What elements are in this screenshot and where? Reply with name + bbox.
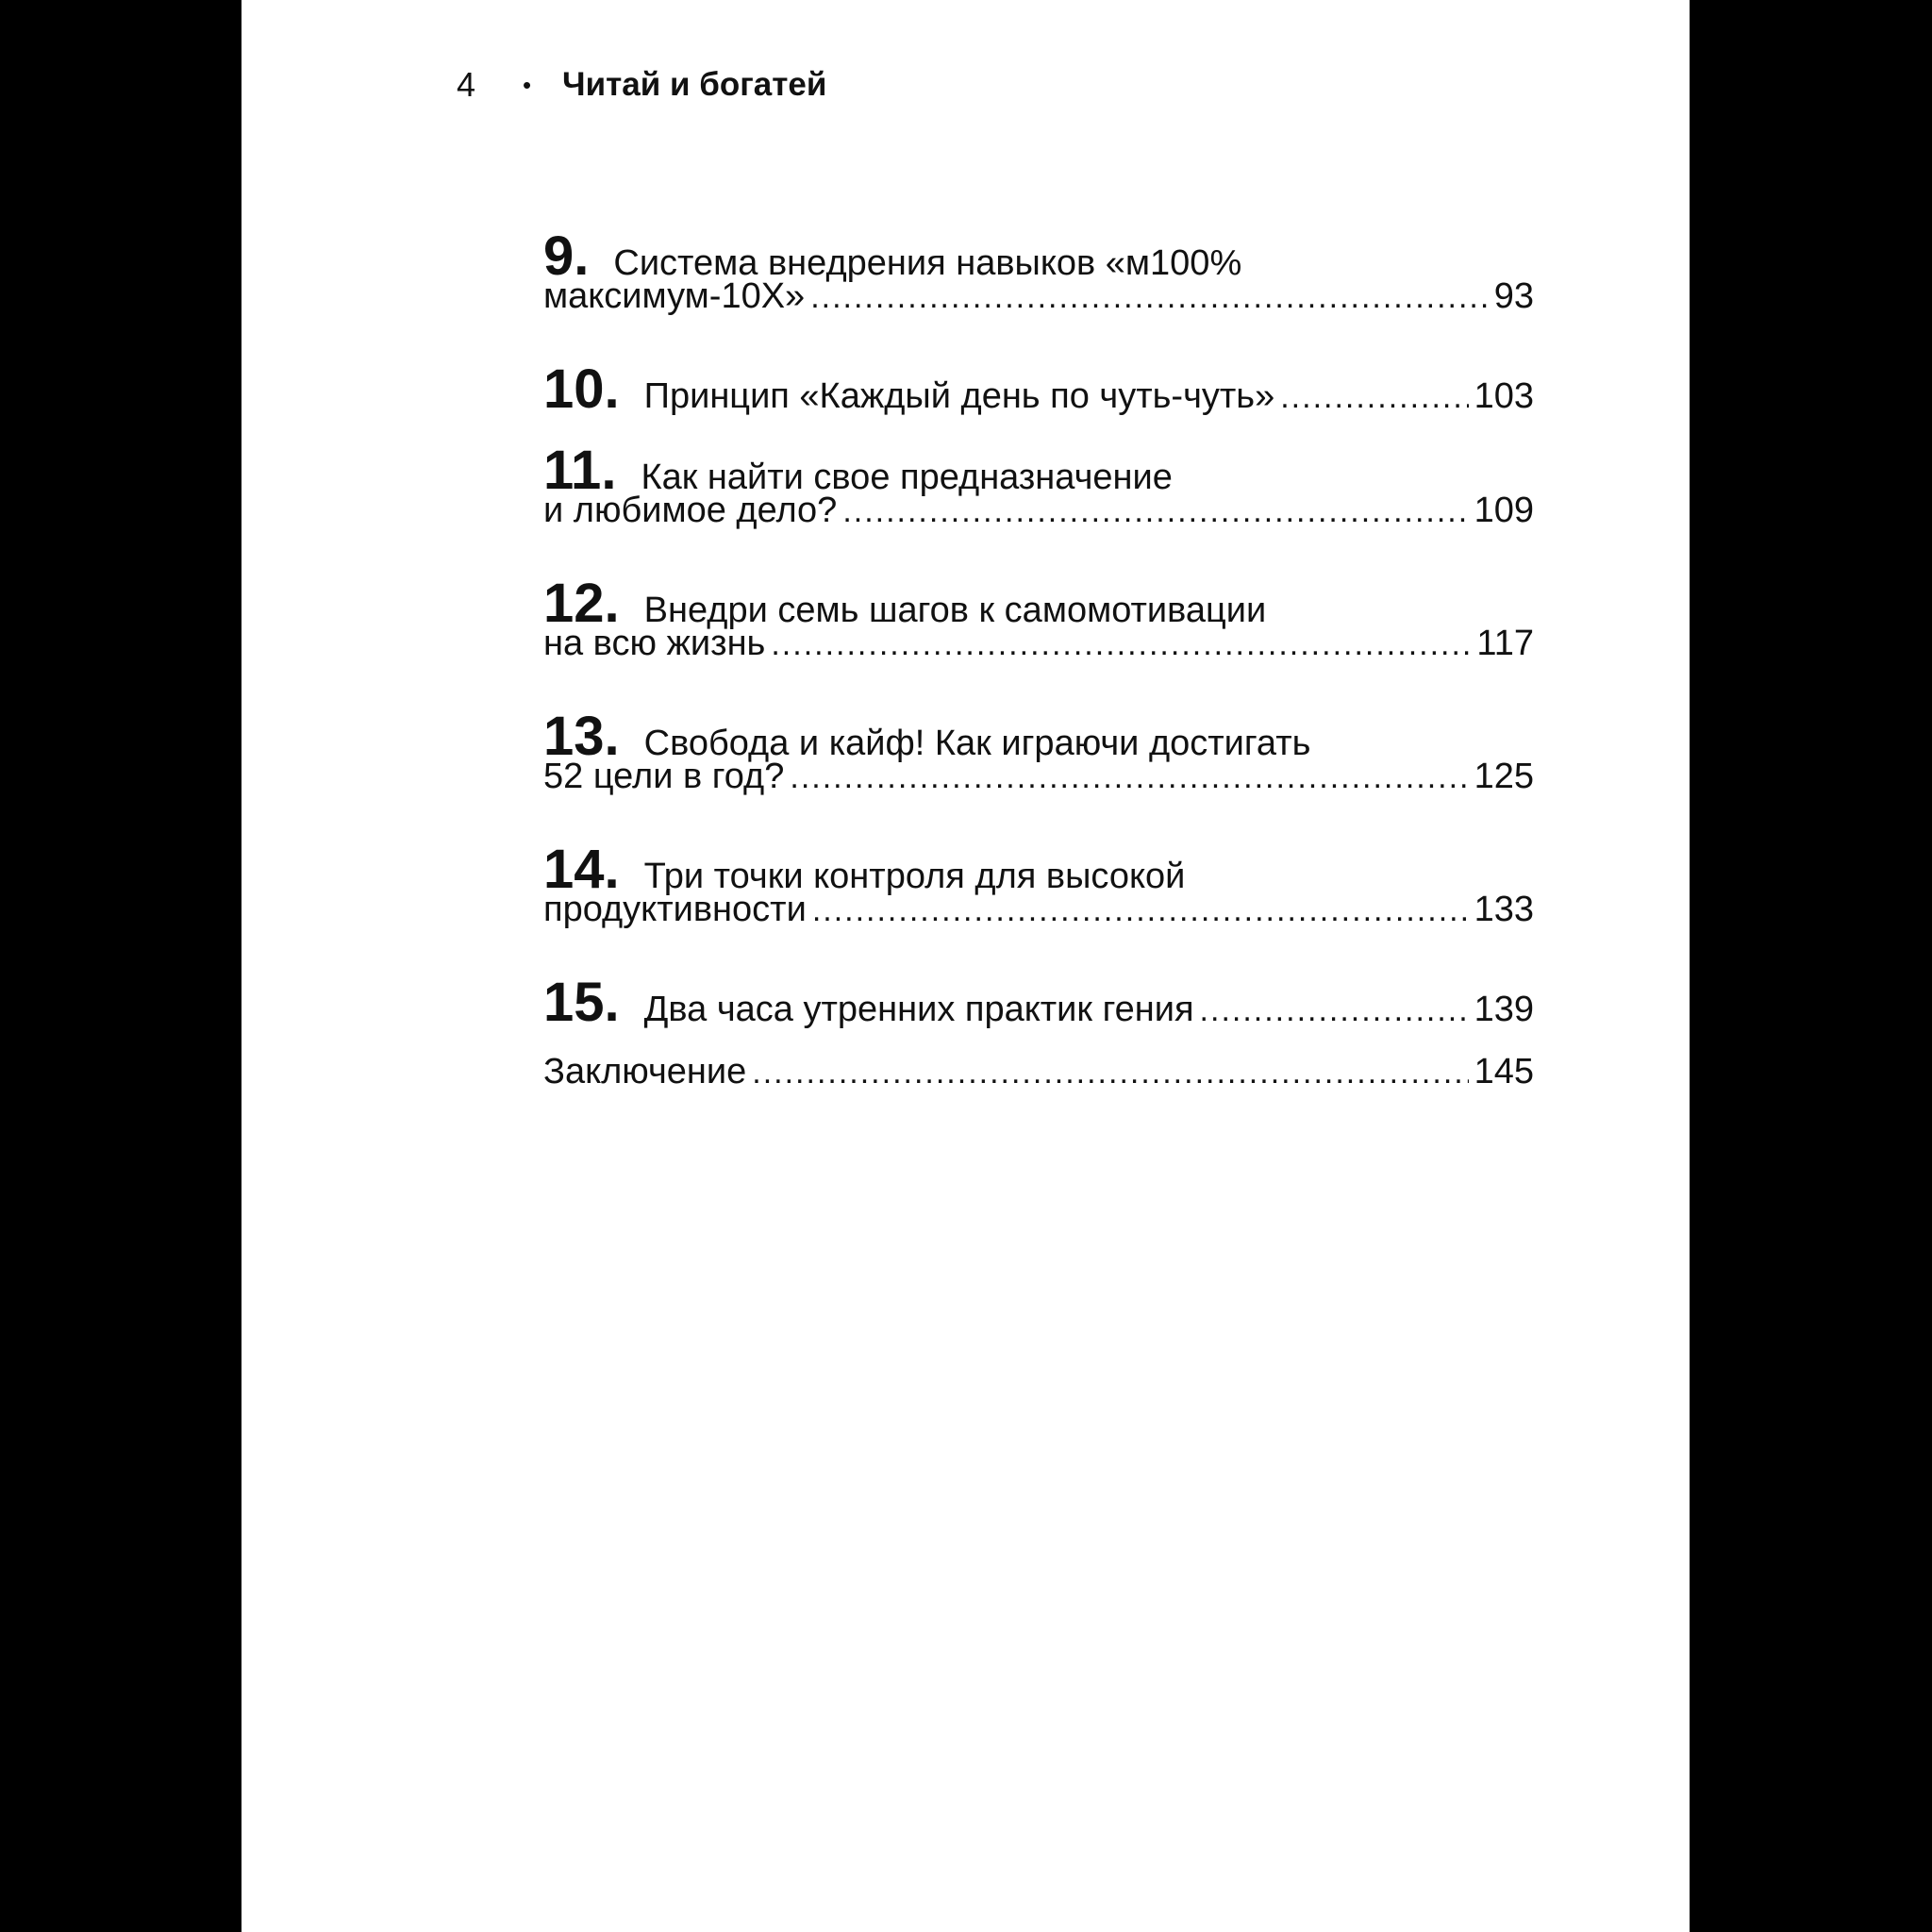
dot-leader (810, 279, 1489, 316)
dot-leader (1280, 379, 1468, 416)
toc-entry-conclusion[interactable] (543, 1052, 1534, 1104)
chapter-page: 133 (1474, 890, 1534, 929)
chapter-title: Три точки контроля для высокой (643, 857, 1186, 896)
chapter-title: Система внедрения навыков «м100% (613, 243, 1242, 283)
toc-entry-line (543, 624, 1534, 675)
toc-entry-line (543, 705, 1534, 767)
bullet-icon: • (523, 71, 532, 99)
toc-entry-9[interactable] (543, 225, 1534, 328)
conclusion-page: 145 (1474, 1052, 1534, 1091)
toc-entry-13[interactable] (543, 705, 1534, 808)
chapter-page: 109 (1474, 491, 1534, 530)
toc-entry-line (543, 971, 1534, 1033)
chapter-title-continued: продуктивности (543, 890, 807, 929)
chapter-number: 15. (543, 972, 620, 1033)
toc-entry-line (543, 276, 1534, 328)
chapter-number: 11. (543, 440, 617, 501)
dot-leader (812, 892, 1469, 929)
dot-leader (1200, 992, 1469, 1029)
chapter-title: Свобода и кайф! Как играючи достигать (643, 724, 1311, 763)
toc-entry-line (543, 491, 1534, 542)
toc-entry-line (543, 890, 1534, 941)
toc-entry-11[interactable] (543, 439, 1534, 542)
toc-entry-14[interactable] (543, 838, 1534, 941)
chapter-title-continued: на всю жизнь (543, 624, 766, 663)
toc-entry-line (543, 838, 1534, 900)
chapter-number: 9. (543, 225, 590, 287)
chapter-number: 14. (543, 839, 620, 900)
toc-entry-line (543, 757, 1534, 808)
chapter-title: Как найти свое предназначение (641, 458, 1173, 497)
chapter-title-continued: максимум-10Х» (543, 276, 806, 316)
book-title: Читай и богатей (562, 66, 827, 103)
chapter-title: Принцип «Каждый день по чуть-чуть» (643, 376, 1275, 416)
chapter-page: 125 (1474, 757, 1534, 796)
running-head (457, 62, 826, 108)
chapter-title-continued: и любимое дело? (543, 491, 838, 530)
conclusion-title: Заключение (543, 1052, 747, 1091)
dot-leader (790, 759, 1468, 796)
dot-leader (771, 626, 1471, 663)
chapter-page: 139 (1474, 990, 1534, 1029)
dot-leader (752, 1055, 1468, 1091)
chapter-title: Внедри семь шагов к самомотивации (643, 591, 1267, 630)
toc-entry-15[interactable] (543, 971, 1534, 1033)
dot-leader (842, 493, 1468, 530)
chapter-number: 13. (543, 706, 620, 767)
chapter-title: Два часа утренних практик гения (643, 990, 1194, 1029)
table-of-contents (543, 225, 1534, 1104)
toc-entry-line (543, 225, 1534, 287)
book-page (242, 0, 1690, 1932)
toc-entry-line (543, 572, 1534, 634)
chapter-number: 10. (543, 358, 620, 420)
toc-entry-line (543, 439, 1534, 501)
toc-entry-line (543, 358, 1534, 420)
toc-entry-line (543, 1052, 1534, 1104)
chapter-page: 103 (1474, 376, 1534, 416)
toc-entry-10[interactable] (543, 358, 1534, 420)
toc-entry-12[interactable] (543, 572, 1534, 675)
chapter-title-continued: 52 цели в год? (543, 757, 785, 796)
chapter-number: 12. (543, 573, 620, 634)
page-number: 4 (457, 65, 476, 104)
chapter-page: 93 (1493, 276, 1534, 316)
chapter-page: 117 (1476, 624, 1534, 663)
